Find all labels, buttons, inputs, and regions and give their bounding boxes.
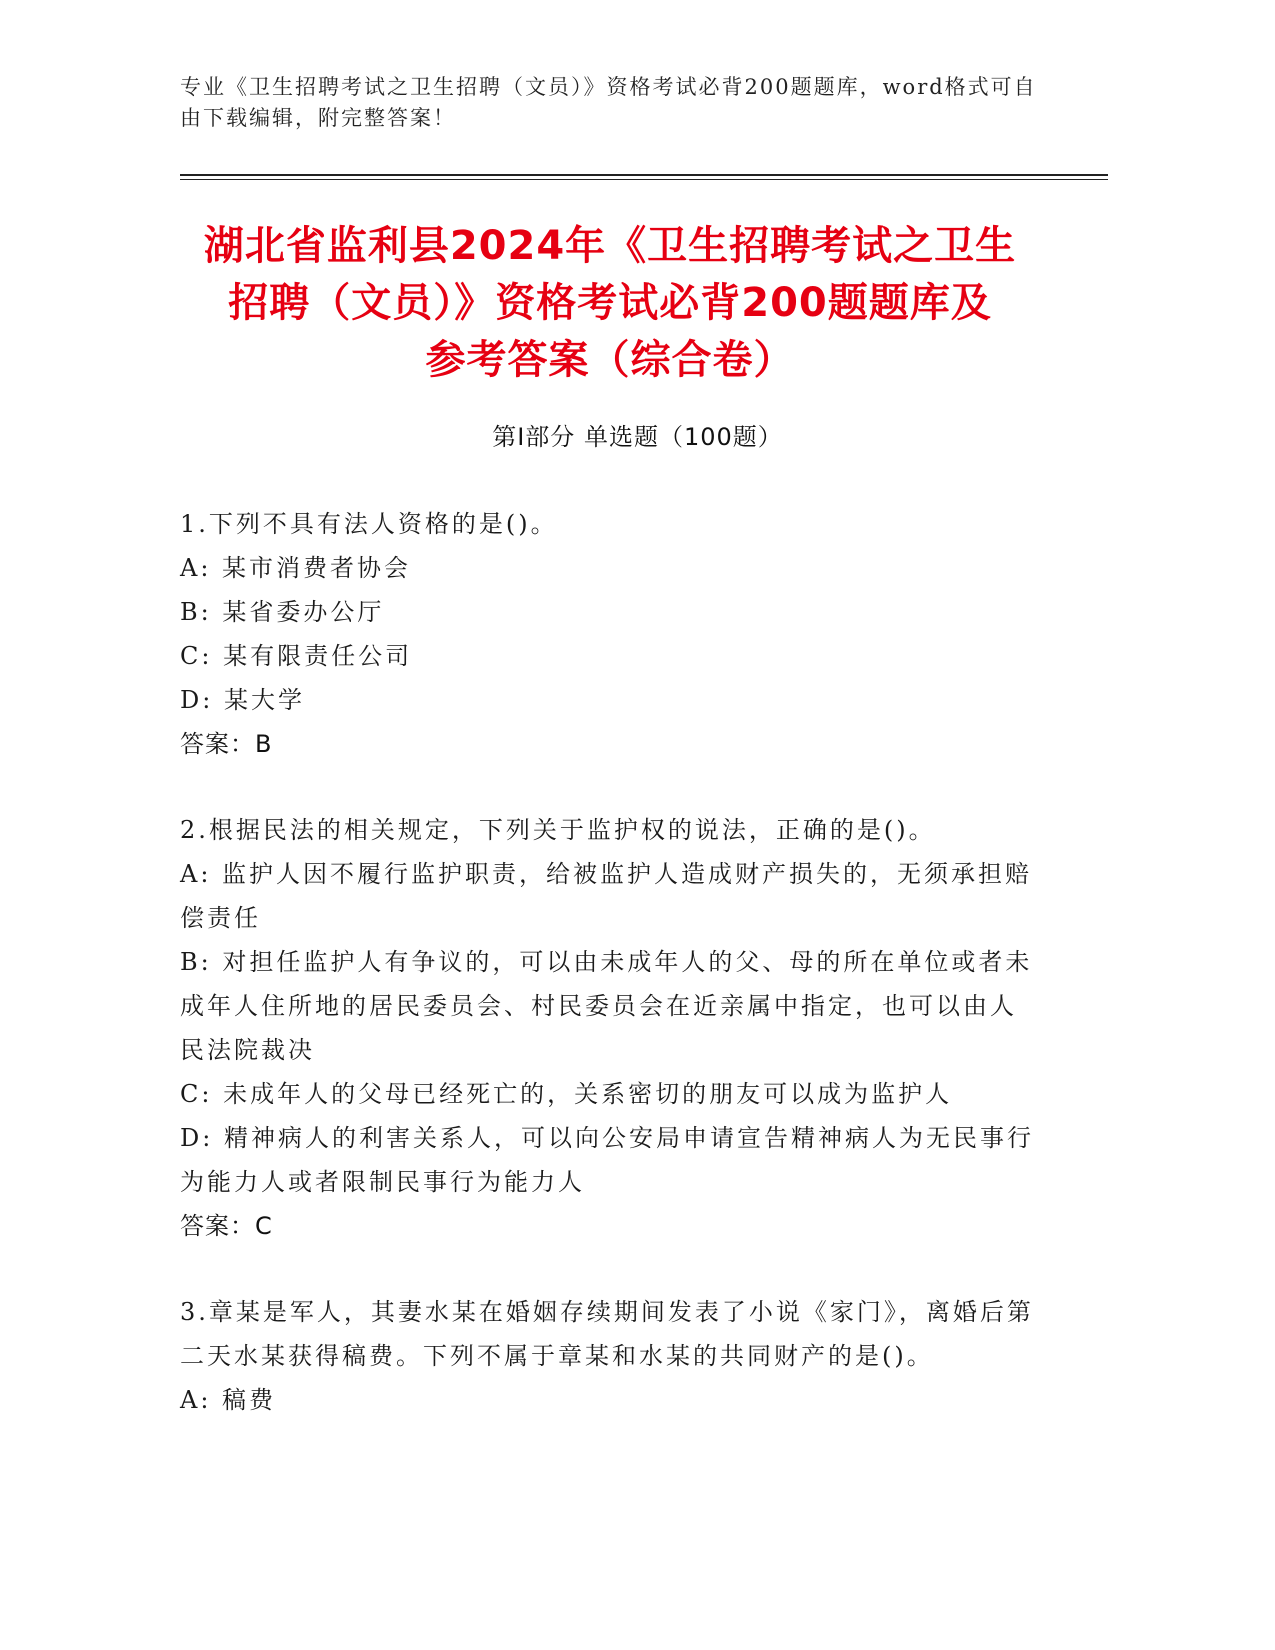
option-d: D: 精神病人的利害关系人，可以向公安局申请宣告精神病人为无民事行为能力人或者限制民事行为能力人 xyxy=(180,1124,1034,1196)
title-line-2: 招聘（文员）》资格考试必背200题题库及 xyxy=(228,280,992,326)
question-2 xyxy=(180,808,1040,1248)
header-divider-thick xyxy=(180,174,1108,176)
option-a: A: 稿费 xyxy=(180,1386,277,1414)
question-list xyxy=(180,502,1040,1464)
header-divider-thin xyxy=(180,179,1108,180)
document-title xyxy=(170,218,1050,389)
title-line-1: 湖北省监利县2024年《卫生招聘考试之卫生 xyxy=(203,223,1017,269)
question-stem: 2.根据民法的相关规定，下列关于监护权的说法，正确的是()。 xyxy=(180,816,936,844)
option-b: B: 对担任监护人有争议的，可以由未成年人的父、母的所在单位或者未成年人住所地的居民委员会、村民委员会在近亲属中指定，也可以由人民法院裁决 xyxy=(180,948,1033,1064)
question-3 xyxy=(180,1290,1040,1422)
option-d: D: 某大学 xyxy=(180,686,305,714)
option-a: A: 某市消费者协会 xyxy=(180,554,412,582)
answer: 答案：B xyxy=(180,730,273,758)
question-stem: 3.章某是军人，其妻水某在婚姻存续期间发表了小说《家门》，离婚后第二天水某获得稿费。下列不属于章某和水某的共同财产的是()。 xyxy=(180,1298,1034,1370)
answer: 答案：C xyxy=(180,1212,273,1240)
title-line-3: 参考答案（综合卷） xyxy=(425,337,795,383)
option-c: C: 未成年人的父母已经死亡的，关系密切的朋友可以成为监护人 xyxy=(180,1080,953,1108)
option-b: B: 某省委办公厅 xyxy=(180,598,385,626)
question-1 xyxy=(180,502,1040,766)
option-a: A: 监护人因不履行监护职责，给被监护人造成财产损失的，无须承担赔偿责任 xyxy=(180,860,1033,932)
section-title: 第Ⅰ部分 单选题（100题） xyxy=(492,423,783,451)
option-c: C: 某有限责任公司 xyxy=(180,642,413,670)
header-note: 专业《卫生招聘考试之卫生招聘（文员）》资格考试必背200题题库，word格式可自由下载编辑，附完整答案！ xyxy=(180,75,1037,130)
question-stem: 1.下列不具有法人资格的是()。 xyxy=(180,510,558,538)
